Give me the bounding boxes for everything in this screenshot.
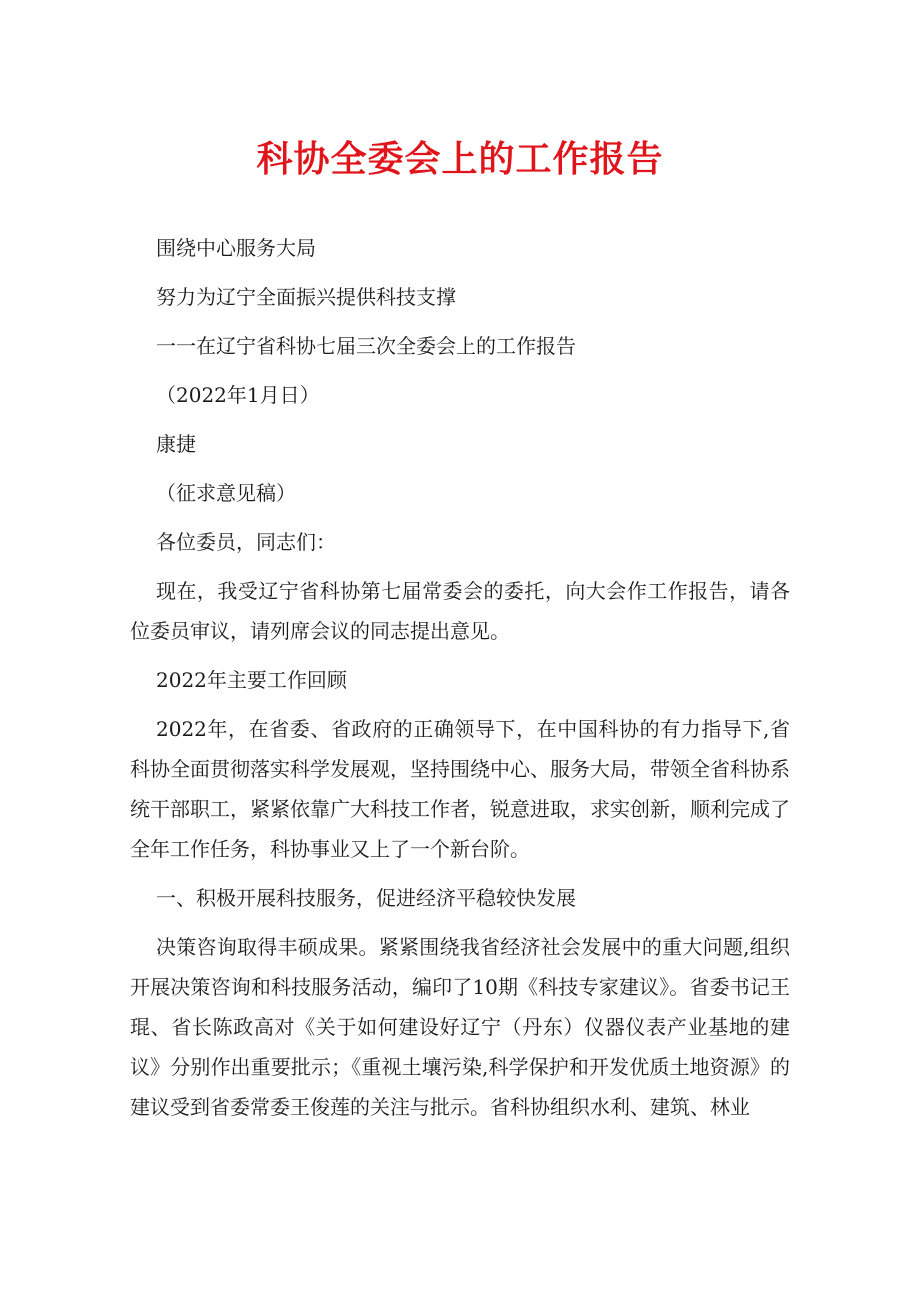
paragraph-section-heading: 2022年主要工作回顾 <box>156 668 347 692</box>
paragraph-salutation: 各位委员，同志们： <box>156 530 336 554</box>
paragraph-consulting: 决策咨询取得丰硕成果。紧紧围绕我省经济社会发展中的重大问题,组织开展决策咨询和科技服务活动，编印了10期《科技专家建议》。省委书记王琨、省长陈政高对《关于如何建设好辽宁（丹东）仪器仪表产业基地的建议》分别作出重要批示；《重视土壤污染,科学保护和开发优质土地资源》的建议受到省委常委王俊莲的关注与批示。省科协组织水利、建筑、林业 <box>130 935 790 1119</box>
paragraph-author: 康捷 <box>156 432 196 456</box>
paragraph-subtitle-1: 围绕中心服务大局 <box>156 236 316 260</box>
paragraph-review: 2022年，在省委、省政府的正确领导下，在中国科协的有力指导下,省科协全面贯彻落实科学发展观，坚持围绕中心、服务大局，带领全省科协系统干部职工，紧紧依靠广大科技工作者，锐意进取，求实创新，顺利完成了全年工作任务，科协事业又上了一个新台阶。 <box>130 717 790 861</box>
paragraph-draft-note: （征求意见稿） <box>156 481 296 505</box>
document-title: 科协全委会上的工作报告 <box>256 139 664 180</box>
paragraph-intro: 现在，我受辽宁省科协第七届常委会的委托，向大会作工作报告，请各位委员审议，请列席会议的同志提出意见。 <box>130 579 790 643</box>
document-body <box>130 228 790 1136</box>
paragraph-subtitle-2: 努力为辽宁全面振兴提供科技支撑 <box>156 285 456 309</box>
paragraph-subtitle-3: 一一在辽宁省科协七届三次全委会上的工作报告 <box>156 334 576 358</box>
paragraph-date: （2022年1月日） <box>156 383 320 407</box>
paragraph-heading-1: 一、积极开展科技服务，促进经济平稳较快发展 <box>156 886 576 910</box>
